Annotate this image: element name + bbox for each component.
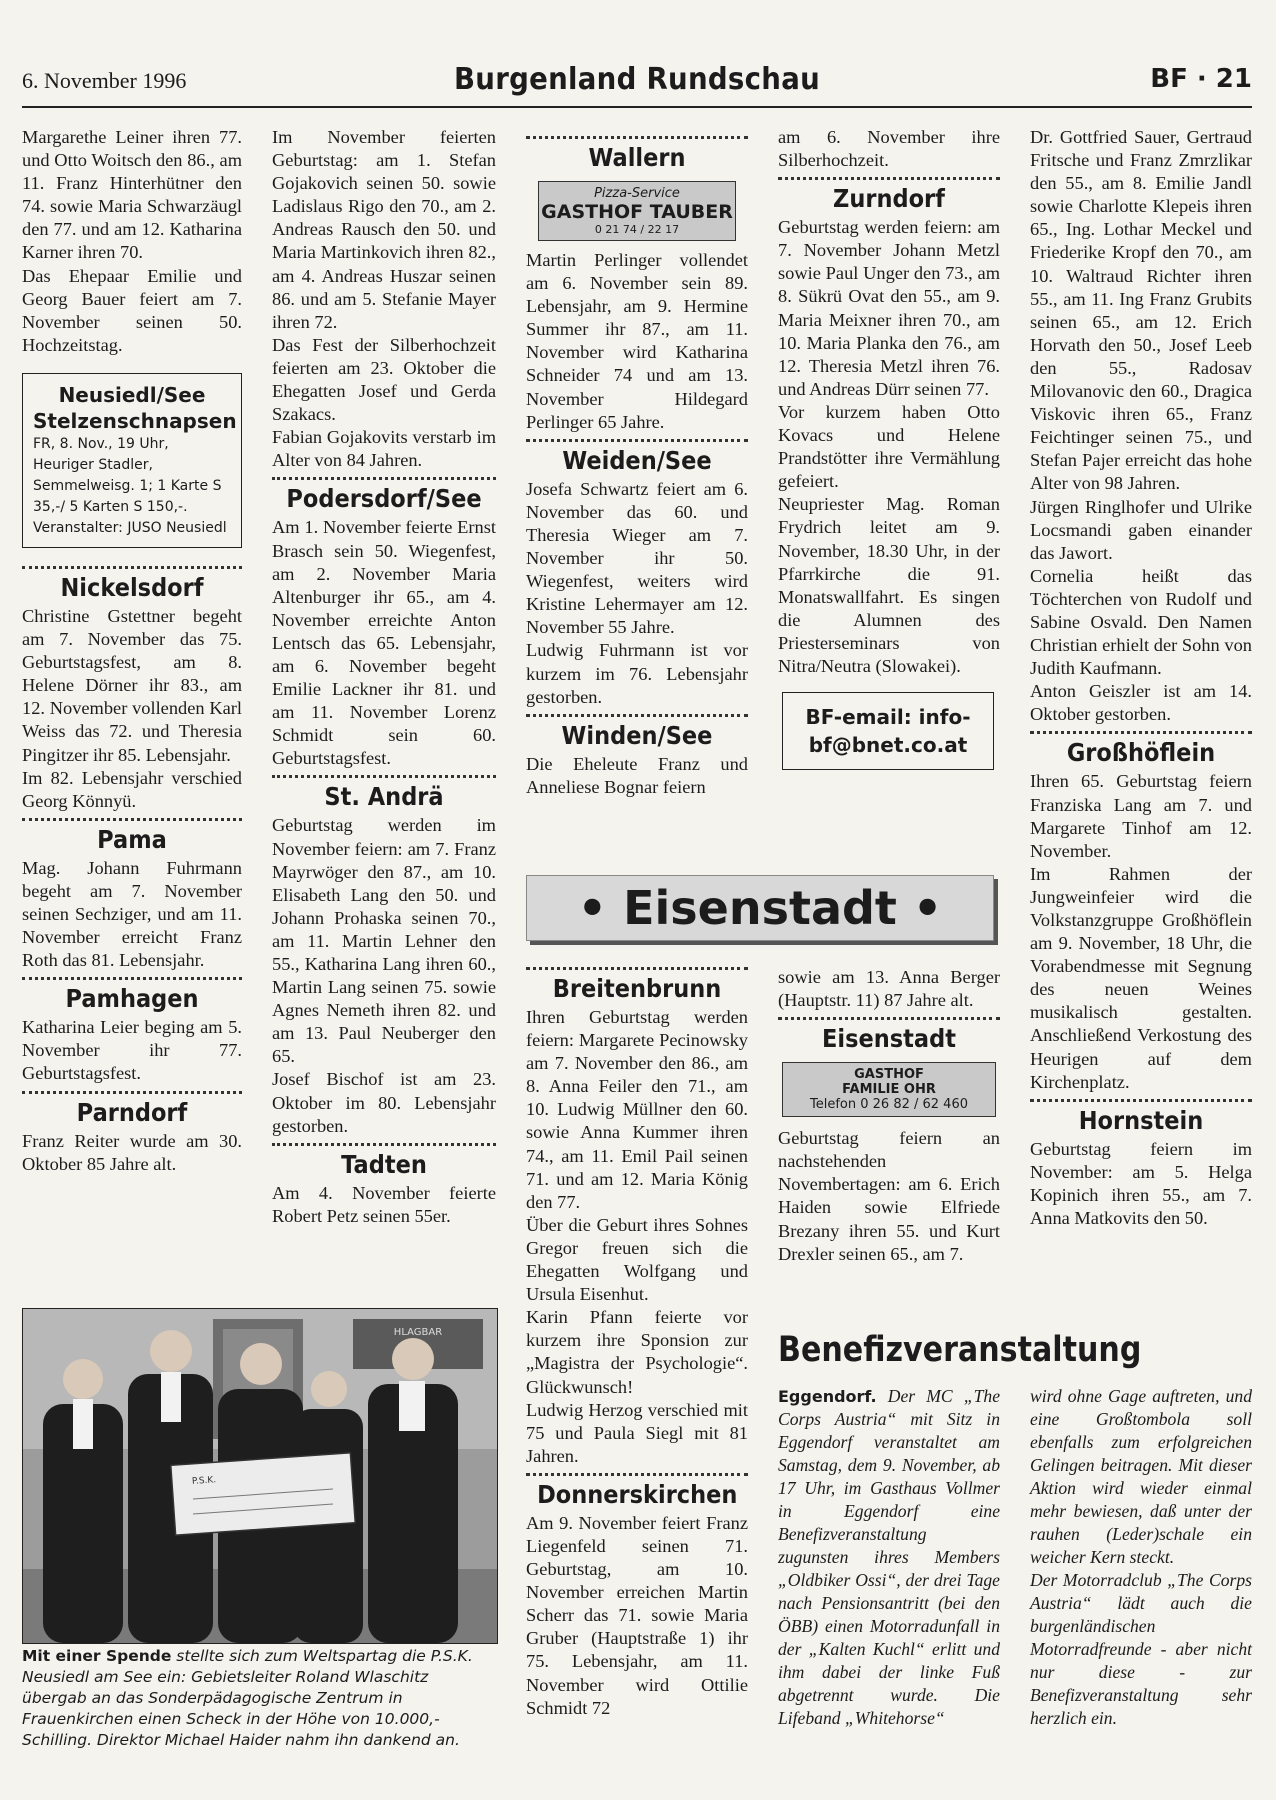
ad-gasthof-ohr bbox=[782, 1062, 996, 1117]
article-text: Geburtstag werden feiern: am 7. November Johann Metzl sowie Paul Unger den 73., am 8. Sükrü Ovat den 55., am 9. Maria Meixner ihren 70., am 10. Maria Planka den 76., am 12. Theresia Metzl ihren 76. und Andreas Dürr seinen 77. Vor kurzem haben Otto Kovacs und Helene Prandstötter ihre Vermählung gefeiert. Neupriester Mag. Roman Frydrich leitet am 9. November, 18.30 Uhr, in der Pfarrkirche die 91. Monatswallfahrt. Es singen die Alumnen des Priesterseminars von Nitra/Neutra (Slowakei). bbox=[778, 217, 1000, 676]
box-organizer: Veranstalter: JUSO Neusiedl bbox=[33, 519, 227, 536]
email-box bbox=[782, 692, 994, 770]
section-heading-nickelsdorf: Nickelsdorf bbox=[60, 572, 204, 602]
article-text: Geburtstag werden im November feiern: am 7. Franz Mayrwöger den 87., am 10. Elisabeth Lang den 50. und Johann Prohaska seinen 70., am 11. Martin Lehner den 55., Katharina Lang ihren 60., Martin Lang seinen 75. sowie Agnes Nemeth ihren 82. und am 13. Paul Neuberger den 65. Josef Bischof ist am 23. Oktober im 80. Lebensjahr gestorben. bbox=[272, 815, 496, 1136]
ad-line: GASTHOF TAUBER bbox=[541, 201, 733, 223]
section-heading-podersdorf: Podersdorf/See bbox=[286, 484, 482, 514]
divider bbox=[526, 439, 748, 442]
article-text: Geburtstag feiern an nachstehenden Novembertagen: am 6. Erich Haiden sowie Elfriede Brezany ihren 55. und Kurt Drexler seinen 65., am 7. bbox=[778, 1128, 1000, 1264]
article-text: Josefa Schwartz feiert am 6. November das 60. und Theresia Wieger am 7. November ihr 50. Wiegenfest, weiters wird Kristine Lehermayer am 12. November 55 Jahre. Ludwig Fuhrmann ist vor kurzem im 76. Lebensjahr gestorben. bbox=[526, 478, 748, 707]
divider bbox=[526, 714, 748, 717]
photo-caption bbox=[22, 1646, 496, 1751]
section-heading-parndorf: Parndorf bbox=[76, 1097, 188, 1127]
section-heading-donnerskirchen: Donnerskirchen bbox=[537, 1479, 738, 1509]
box-subheading: Stelzenschnapsen bbox=[33, 408, 237, 433]
divider bbox=[526, 1473, 748, 1476]
ad-line: FAMILIE OHR bbox=[842, 1082, 936, 1098]
ad-line: GASTHOF bbox=[854, 1067, 924, 1083]
section-heading-wallern: Wallern bbox=[588, 143, 686, 172]
divider bbox=[1030, 731, 1252, 734]
issue-date: 6. November 1996 bbox=[22, 68, 187, 93]
section-heading-eisenstadt: Eisenstadt bbox=[822, 1024, 956, 1054]
article-text: Am 4. November feierte Robert Petz seinen 55er. bbox=[272, 1182, 496, 1226]
caption-lead: Mit einer Spende bbox=[22, 1647, 172, 1665]
column-2 bbox=[272, 126, 496, 1228]
divider bbox=[272, 775, 496, 778]
article-text: am 6. November ihre Silberhochzeit. bbox=[778, 127, 1000, 171]
article-text: Martin Perlinger vollendet am 6. November sein 89. Lebensjahr, am 9. Hermine Summer ihr 87., am 11. November wird Katharina Schneider 74 und am 13. November Hildegard Perlinger 65 Jahre. bbox=[526, 250, 748, 432]
divider bbox=[778, 1017, 1000, 1020]
photo-group-cheque-handover bbox=[23, 1309, 497, 1643]
divider bbox=[778, 177, 1000, 180]
article-text: Am 9. November feiert Franz Liegenfeld seinen 71. Geburtstag, am 10. November erreichen Martin Scherr das 71. sowie Maria Gruber (Hauptstraße 1) ihr 75. Lebensjahr, am 11. November wird Ottilie Schmidt 72 bbox=[526, 1512, 748, 1718]
ad-line: Telefon 0 26 82 / 62 460 bbox=[810, 1097, 968, 1113]
divider bbox=[22, 977, 242, 980]
newspaper-title: Burgenland Rundschau bbox=[453, 62, 821, 97]
benefiz-text-right bbox=[1030, 1385, 1252, 1730]
section-heading-st-andrae: St. Andrä bbox=[324, 782, 444, 812]
news-photo bbox=[22, 1308, 498, 1644]
column-4-lower bbox=[778, 966, 1000, 1266]
divider bbox=[272, 477, 496, 480]
article-text: Franz Reiter wurde am 30. Oktober 85 Jahre alt. bbox=[22, 1130, 242, 1174]
benefiz-heading: Benefizveranstaltung bbox=[778, 1330, 1142, 1370]
article-text: Mag. Johann Fuhrmann begeht am 7. November seinen Sechziger, und am 11. November erreicht Franz Roth das 81. Lebensjahr. bbox=[22, 857, 242, 971]
column-3-lower bbox=[526, 962, 748, 1720]
section-heading-pama: Pama bbox=[97, 824, 167, 854]
article-text: Am 1. November feierte Ernst Brasch sein 50. Wiegenfest, am 2. November Maria Altenburger ihr 65., am 4. November erreichte Anton Lentsch das 65. Lebensjahr, am 6. November begeht Emilie Lackner ihr 81. und am 11. November Lorenz Schmidt sein 60. Geburtstagsfest. bbox=[272, 517, 496, 769]
article-text: Margarethe Leiner ihren 77. und Otto Woitsch den 86., am 11. Franz Hinterhütner den 74. sowie Maria Schwarzäugl den 77. und am 12. Katharina Karner ihren 70. Das Ehepaar Emilie und Georg Bauer feiert am 7. November seinen 50. Hochzeitstag. bbox=[22, 127, 242, 355]
article-text: Dr. Gottfried Sauer, Gertraud Fritsche und Franz Zmrzlikar den 55., am 8. Emilie Jandl sowie Charlotte Klepeis ihren 65., Ing. Lothar Meckel und Friederike Kropf den 70., am 10. Waltraud Richter ihren 55., am 11. Ing Franz Grubits seinen 65., am 12. Erich Horvath den 50., Josef Leeb den 55., Radosav Milovanovic den 60., Dragica Viskovic ihren 65., Franz Feichtinger seinen 75., und Stefan Pajer erreicht das hohe Alter von 98 Jahren. Jürgen Ringlhofer und Ulrike Locsmandi gaben einander das Jawort. Cornelia heißt das Töchterchen von Rudolf und Sabine Osvald. Den Namen Christian erhielt der Sohn von Judith Kaufmann. Anton Geiszler ist am 14. Oktober gestorben. bbox=[1030, 127, 1252, 725]
divider bbox=[526, 967, 748, 970]
article-text: Katharina Leier beging am 5. November ihr 77. Geburtstagsfest. bbox=[22, 1017, 242, 1084]
column-1 bbox=[22, 126, 242, 1176]
article-text: Ihren 65. Geburtstag feiern Franziska Lang am 7. und Margarete Tinhof am 12. November. Im Rahmen der Jungweinfeier wird die Volkstanzgruppe Großhöflein am 9. November, 18 Uhr, die Vorabendmesse mit Segnung des neuen Weines musikalisch gestalten. Anschließend Verkostung des Heurigen auf dem Kirchenplatz. bbox=[1030, 771, 1252, 1092]
divider bbox=[1030, 1099, 1252, 1102]
cheque-text: P.S.K. bbox=[191, 1475, 217, 1487]
article-text: Die Eheleute Franz und Anneliese Bognar feiern bbox=[526, 753, 748, 797]
article-text: Im November feierten Geburtstag: am 1. Stefan Gojakovich seinen 50. sowie Ladislaus Rigo den 70., am 2. Andreas Rausch den 50. und Maria Martinkovich ihren 82., am 4. Andreas Huszar seinen 86. und am 5. Stefanie Mayer ihren 72. Das Fest der Silberhochzeit feierten am 23. Oktober die Ehegatten Josef und Gerda Szakacs. Fabian Gojakovits verstarb im Alter von 84 Jahren. bbox=[272, 127, 496, 471]
section-heading-grosshoeflein: Großhöflein bbox=[1066, 738, 1216, 768]
ad-gasthof-tauber bbox=[538, 181, 736, 241]
divider bbox=[22, 818, 242, 821]
box-text: FR, 8. Nov., 19 Uhr, Heuriger Stadler, Semmelweisg. 1; 1 Karte S 35,-/ 5 Karten S 150,-. bbox=[33, 435, 222, 515]
article-text: Ihren Geburtstag werden feiern: Margarete Pecinowsky am 7. November den 86., am 8. Anna Feiler den 71., am 10. Ludwig Müllner den 60. sowie Anna Kummer ihren 74., am 11. Emil Pail seinen 71. und am 12. Maria König den 77. Über die Geburt ihres Sohnes Gregor freuen sich die Ehegatten Wolfgang und Ursula Eisenhut. Karin Pfann feierte vor kurzem ihre Sponsion zur „Magistra der Psychologie“. Glückwunsch! Ludwig Herzog verschied mit 75 und Paula Siegl mit 81 Jahren. bbox=[526, 1007, 748, 1466]
box-heading: Neusiedl/See bbox=[58, 382, 206, 407]
masthead bbox=[22, 62, 1252, 108]
caption-text: stellte sich zum Weltspartag die P.S.K. Neusiedl am See ein: Gebietsleiter Roland Wlaschitz übergab an das Sonderpädagogische Zentrum in Frauenkirchen einen Scheck in der Höhe von 10.000,- Schilling. Direktor Michael Haider nahm ihn dankend an. bbox=[22, 1647, 473, 1749]
email-address[interactable]: bf@bnet.co.at bbox=[808, 733, 968, 758]
divider bbox=[526, 136, 748, 139]
divider bbox=[22, 1091, 242, 1094]
event-box-neusiedl bbox=[22, 373, 242, 548]
page-number: BF · 21 bbox=[1150, 64, 1252, 94]
benefiz-body: wird ohne Gage auftreten, und eine Großtombola soll ebenfalls zum erfolgreichen Gelingen beitragen. Mit dieser Aktion wird wieder einmal mehr bewiesen, daß unter der rauhen (Leder)schale ein weicher Kern steckt. bbox=[1030, 1386, 1252, 1567]
section-heading-pamhagen: Pamhagen bbox=[65, 984, 199, 1014]
photo-sign-text: HLAGBAR bbox=[393, 1327, 443, 1338]
benefiz-lead: Eggendorf. bbox=[778, 1387, 877, 1406]
section-heading-hornstein: Hornstein bbox=[1078, 1105, 1204, 1135]
section-heading-tadten: Tadten bbox=[341, 1149, 427, 1179]
article-text: sowie am 13. Anna Berger (Hauptstr. 11) 87 Jahre alt. bbox=[778, 967, 1000, 1011]
section-heading-weiden: Weiden/See bbox=[562, 445, 712, 475]
divider bbox=[22, 566, 242, 569]
divider bbox=[272, 1143, 496, 1146]
section-heading-zurndorf: Zurndorf bbox=[833, 184, 945, 214]
article-text: Geburtstag feiern im November: am 5. Helga Kopinich ihren 55., am 7. Anna Matkovits den 50. bbox=[1030, 1138, 1252, 1229]
ad-line: 0 21 74 / 22 17 bbox=[594, 223, 680, 236]
ad-line: Pizza-Service bbox=[594, 186, 680, 201]
column-4 bbox=[778, 126, 1000, 770]
benefiz-body: Der Motorradclub „The Corps Austria“ lädt auch die burgenländischen Motorradfreunde - aber nicht nur diese - zur Benefizveranstaltung sehr herzlich ein. bbox=[1030, 1570, 1252, 1728]
benefiz-text-left bbox=[778, 1385, 1000, 1730]
column-5 bbox=[1030, 126, 1252, 1230]
article-text: Christine Gstettner begeht am 7. November das 75. Geburtstagsfest, am 8. Helene Dörner ihr 83., am 12. November vollenden Karl Weiss das 72. und Theresia Pingitzer ihr 85. Lebensjahr. Im 82. Lebensjahr verschied Georg Könnyü. bbox=[22, 605, 242, 811]
column-3 bbox=[526, 126, 748, 799]
section-heading-winden: Winden/See bbox=[561, 720, 713, 750]
eisenstadt-banner: • Eisenstadt • bbox=[526, 875, 994, 941]
benefiz-body: Der MC „The Corps Austria“ mit Sitz in Eggendorf veranstaltet am Samstag, dem 9. November, ab 17 Uhr, im Gasthaus Vollmer in Eggendorf eine Benefizveranstaltung zugunsten ihres Members „Oldbiker Ossi“, der drei Tage nach Pensionsantritt (bei den ÖBB) einen Motorradunfall in der „Kalten Kuchl“ erlitt und ihm dabei der linke Fuß abgetrennt wurde. Die Lifeband „Whitehorse“ bbox=[778, 1386, 1000, 1728]
email-line: BF-email: info- bbox=[805, 705, 971, 730]
section-heading-breitenbrunn: Breitenbrunn bbox=[552, 974, 722, 1003]
